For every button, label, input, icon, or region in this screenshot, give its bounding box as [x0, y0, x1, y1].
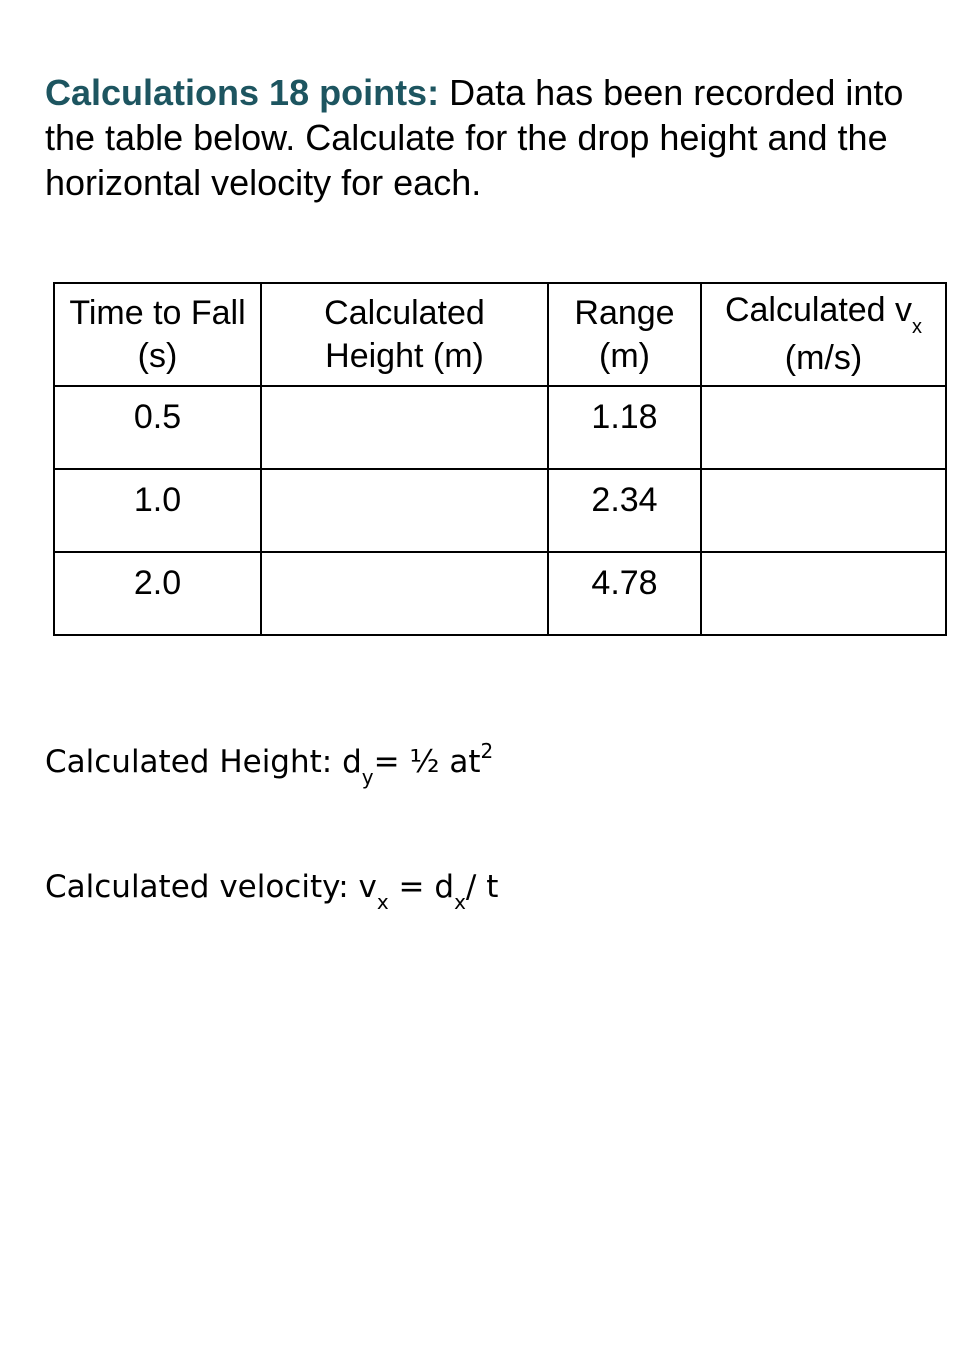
instructions-text: Data has been recorded into the table below. Calculate for the drop height and the horizontal velocity for each. — [45, 72, 904, 203]
height-formula-middle: = ½ at — [373, 744, 481, 780]
velocity-formula-subscript-v: x — [376, 890, 389, 914]
height-formula — [45, 739, 494, 789]
velocity-formula — [45, 869, 499, 914]
table-row — [54, 552, 946, 635]
velocity-formula-suffix: / t — [465, 869, 499, 905]
velocity-formula-prefix: Calculated velocity: v — [45, 869, 377, 905]
table-row — [54, 386, 946, 469]
cell-height[interactable] — [261, 386, 548, 469]
header-velocity-unit: (m/s) — [784, 339, 863, 377]
cell-range: 4.78 — [548, 552, 701, 635]
header-velocity-subscript: x — [912, 316, 923, 338]
cell-time: 0.5 — [54, 386, 261, 469]
cell-range: 2.34 — [548, 469, 701, 552]
cell-velocity[interactable] — [701, 386, 946, 469]
velocity-formula-middle: = d — [388, 869, 455, 905]
data-table — [53, 282, 947, 636]
cell-height[interactable] — [261, 469, 548, 552]
instructions-paragraph — [45, 70, 955, 205]
cell-time: 2.0 — [54, 552, 261, 635]
height-formula-superscript: 2 — [480, 739, 494, 763]
header-calculated-velocity — [701, 283, 946, 386]
height-formula-subscript: y — [361, 765, 374, 789]
cell-time: 1.0 — [54, 469, 261, 552]
header-range: Range (m) — [548, 283, 701, 386]
calculations-label: Calculations 18 points: — [45, 72, 440, 113]
table-row — [54, 469, 946, 552]
cell-range: 1.18 — [548, 386, 701, 469]
cell-velocity[interactable] — [701, 469, 946, 552]
velocity-formula-subscript-d: x — [454, 890, 466, 914]
header-calculated-height: Calculated Height (m) — [261, 283, 548, 386]
cell-height[interactable] — [261, 552, 548, 635]
header-velocity-text: Calculated v — [724, 291, 913, 329]
header-row — [54, 283, 946, 386]
height-formula-prefix: Calculated Height: d — [45, 744, 362, 780]
header-time-to-fall: Time to Fall (s) — [54, 283, 261, 386]
cell-velocity[interactable] — [701, 552, 946, 635]
